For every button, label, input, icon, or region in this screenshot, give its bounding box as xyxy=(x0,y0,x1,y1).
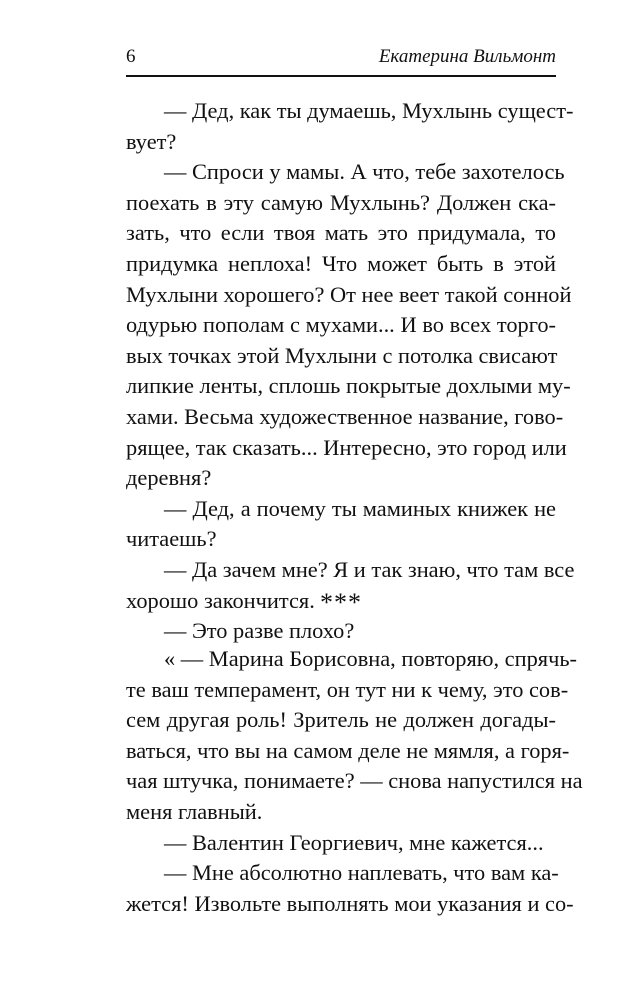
text-line: ваться, что вы на самом деле не мямля, а горя- xyxy=(126,737,570,763)
text-line: хорошо закончится. xyxy=(126,587,315,613)
page-number: 6 xyxy=(126,46,136,67)
text-line: — Дед, как ты думаешь, Мухлынь сущест- xyxy=(164,98,574,123)
text-line: те ваш темперамент, он тут ни к чему, это сов- xyxy=(126,676,569,702)
text-line: придумка неплоха! Что может быть в этой xyxy=(126,250,556,276)
text-line: жется! Извольте выполнять мои указания и со- xyxy=(126,890,574,916)
text-line: зать, что если твоя мать это придумала, то xyxy=(126,220,556,246)
text-line: поехать в эту самую Мухлынь? Должен ска- xyxy=(126,189,556,215)
text-line: Мухлыни хорошего? От нее веет такой сонной xyxy=(126,281,572,307)
section-separator: *** xyxy=(320,588,362,617)
text-line: сем другая роль! Зритель не должен догады- xyxy=(126,707,556,733)
dialogue-block-2 xyxy=(126,644,583,919)
page-header xyxy=(126,42,556,74)
text-line: читаешь? xyxy=(126,526,217,552)
text-line: — Да зачем мне? Я и так знаю, что там все xyxy=(164,556,575,582)
running-head-author: Екатерина Вильмонт xyxy=(378,46,556,67)
text-line: рящее, так сказать... Интересно, это город или xyxy=(126,434,567,460)
header-rule xyxy=(126,75,556,77)
text-line: вует? xyxy=(126,128,177,154)
text-line: меня главный. xyxy=(126,798,263,824)
text-line: одурью пополам с мухами... И во всех торго- xyxy=(126,312,556,338)
text-line: деревня? xyxy=(126,465,212,491)
text-line: вых точках этой Мухлыни с потолка свисают xyxy=(126,342,558,368)
text-line: — Валентин Георгиевич, мне кажется... xyxy=(164,829,544,855)
text-line: — Дед, а почему ты маминых книжек не xyxy=(164,495,556,521)
text-line: « — Марина Борисовна, повторяю, спрячь- xyxy=(164,646,578,671)
text-line: липкие ленты, сплошь покрытые дохлыми му- xyxy=(126,373,571,399)
text-line: — Спроси у мамы. А что, тебе захотелось xyxy=(164,159,565,185)
text-line: чая штучка, понимаете? — снова напустился на xyxy=(126,768,583,794)
text-line: — Это разве плохо? xyxy=(164,618,355,644)
text-line: хами. Весьма художественное название, гово- xyxy=(126,403,564,429)
text-line: — Мне абсолютно наплевать, что вам ка- xyxy=(164,860,559,886)
dialogue-block-1 xyxy=(126,96,575,647)
